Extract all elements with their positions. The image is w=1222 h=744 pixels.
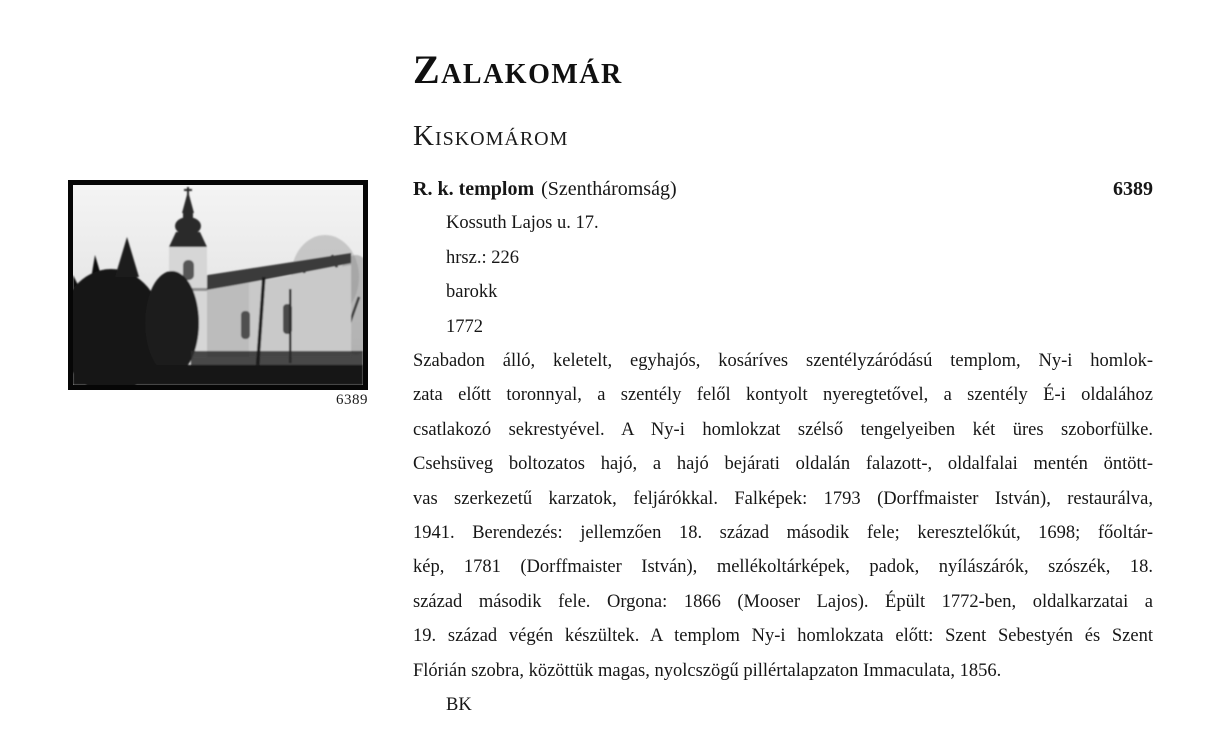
page-title: Zalakomár xyxy=(413,46,623,92)
photo-caption: 6389 xyxy=(336,392,368,408)
description-line: 1941. Berendezés: jellemzően 18. század második fele; keresztelőkút, 1698; főoltár- xyxy=(413,522,1153,543)
monument-name: R. k. templom xyxy=(413,178,535,200)
description-line: Flórián szobra, közöttük magas, nyolcszögű pillértalapzaton Immaculata, 1856. xyxy=(413,660,1002,681)
monument-dedication: (Szentháromság) xyxy=(541,178,677,200)
detail-style: barokk xyxy=(446,282,498,303)
description-line: csatlakozó sekrestyével. A Ny-i homlokzat szélső tengelyeiben két üres szoborfülke. xyxy=(413,419,1153,440)
detail-parcel: hrsz.: 226 xyxy=(446,247,519,268)
monument-details xyxy=(413,206,1153,344)
monument-entry xyxy=(413,172,1153,722)
description-line: század második fele. Orgona: 1866 (Mooser Lajos). Épült 1772-ben, oldalkarzatai a xyxy=(413,591,1153,612)
description-line: kép, 1781 (Dorffmaister István), mellékoltárképek, padok, nyílászárók, szószék, 18. xyxy=(413,557,1153,578)
description-line: Csehsüveg boltozatos hajó, a hajó bejárati oldalán falazott-, oldalfalai mentén öntött- xyxy=(413,454,1153,475)
detail-year: 1772 xyxy=(446,316,483,337)
description-line: Szabadon álló, keletelt, egyhajós, kosáríves szentélyzáródású templom, Ny-i homlok- xyxy=(413,351,1153,372)
author-initials: BK xyxy=(446,694,472,715)
description-line: vas szerkezetű karzatok, feljárókkal. Falképek: 1793 (Dorffmaister István), restaurálva, xyxy=(413,488,1153,509)
detail-address: Kossuth Lajos u. 17. xyxy=(446,213,599,234)
church-photo xyxy=(73,185,363,385)
photo-frame xyxy=(68,180,368,390)
monument-figure xyxy=(68,180,368,409)
monument-description xyxy=(413,344,1153,688)
description-line: 19. század végén készültek. A templom Ny-i homlokzata előtt: Szent Sebestyén és Szent xyxy=(413,626,1153,647)
description-line: zata előtt toronnyal, a szentély felől kontyolt nyeregtetővel, a szentély É-i oldalához xyxy=(413,385,1153,406)
entry-header xyxy=(413,172,1153,206)
monument-number: 6389 xyxy=(1113,178,1153,200)
section-title: Kiskomárom xyxy=(413,120,569,153)
